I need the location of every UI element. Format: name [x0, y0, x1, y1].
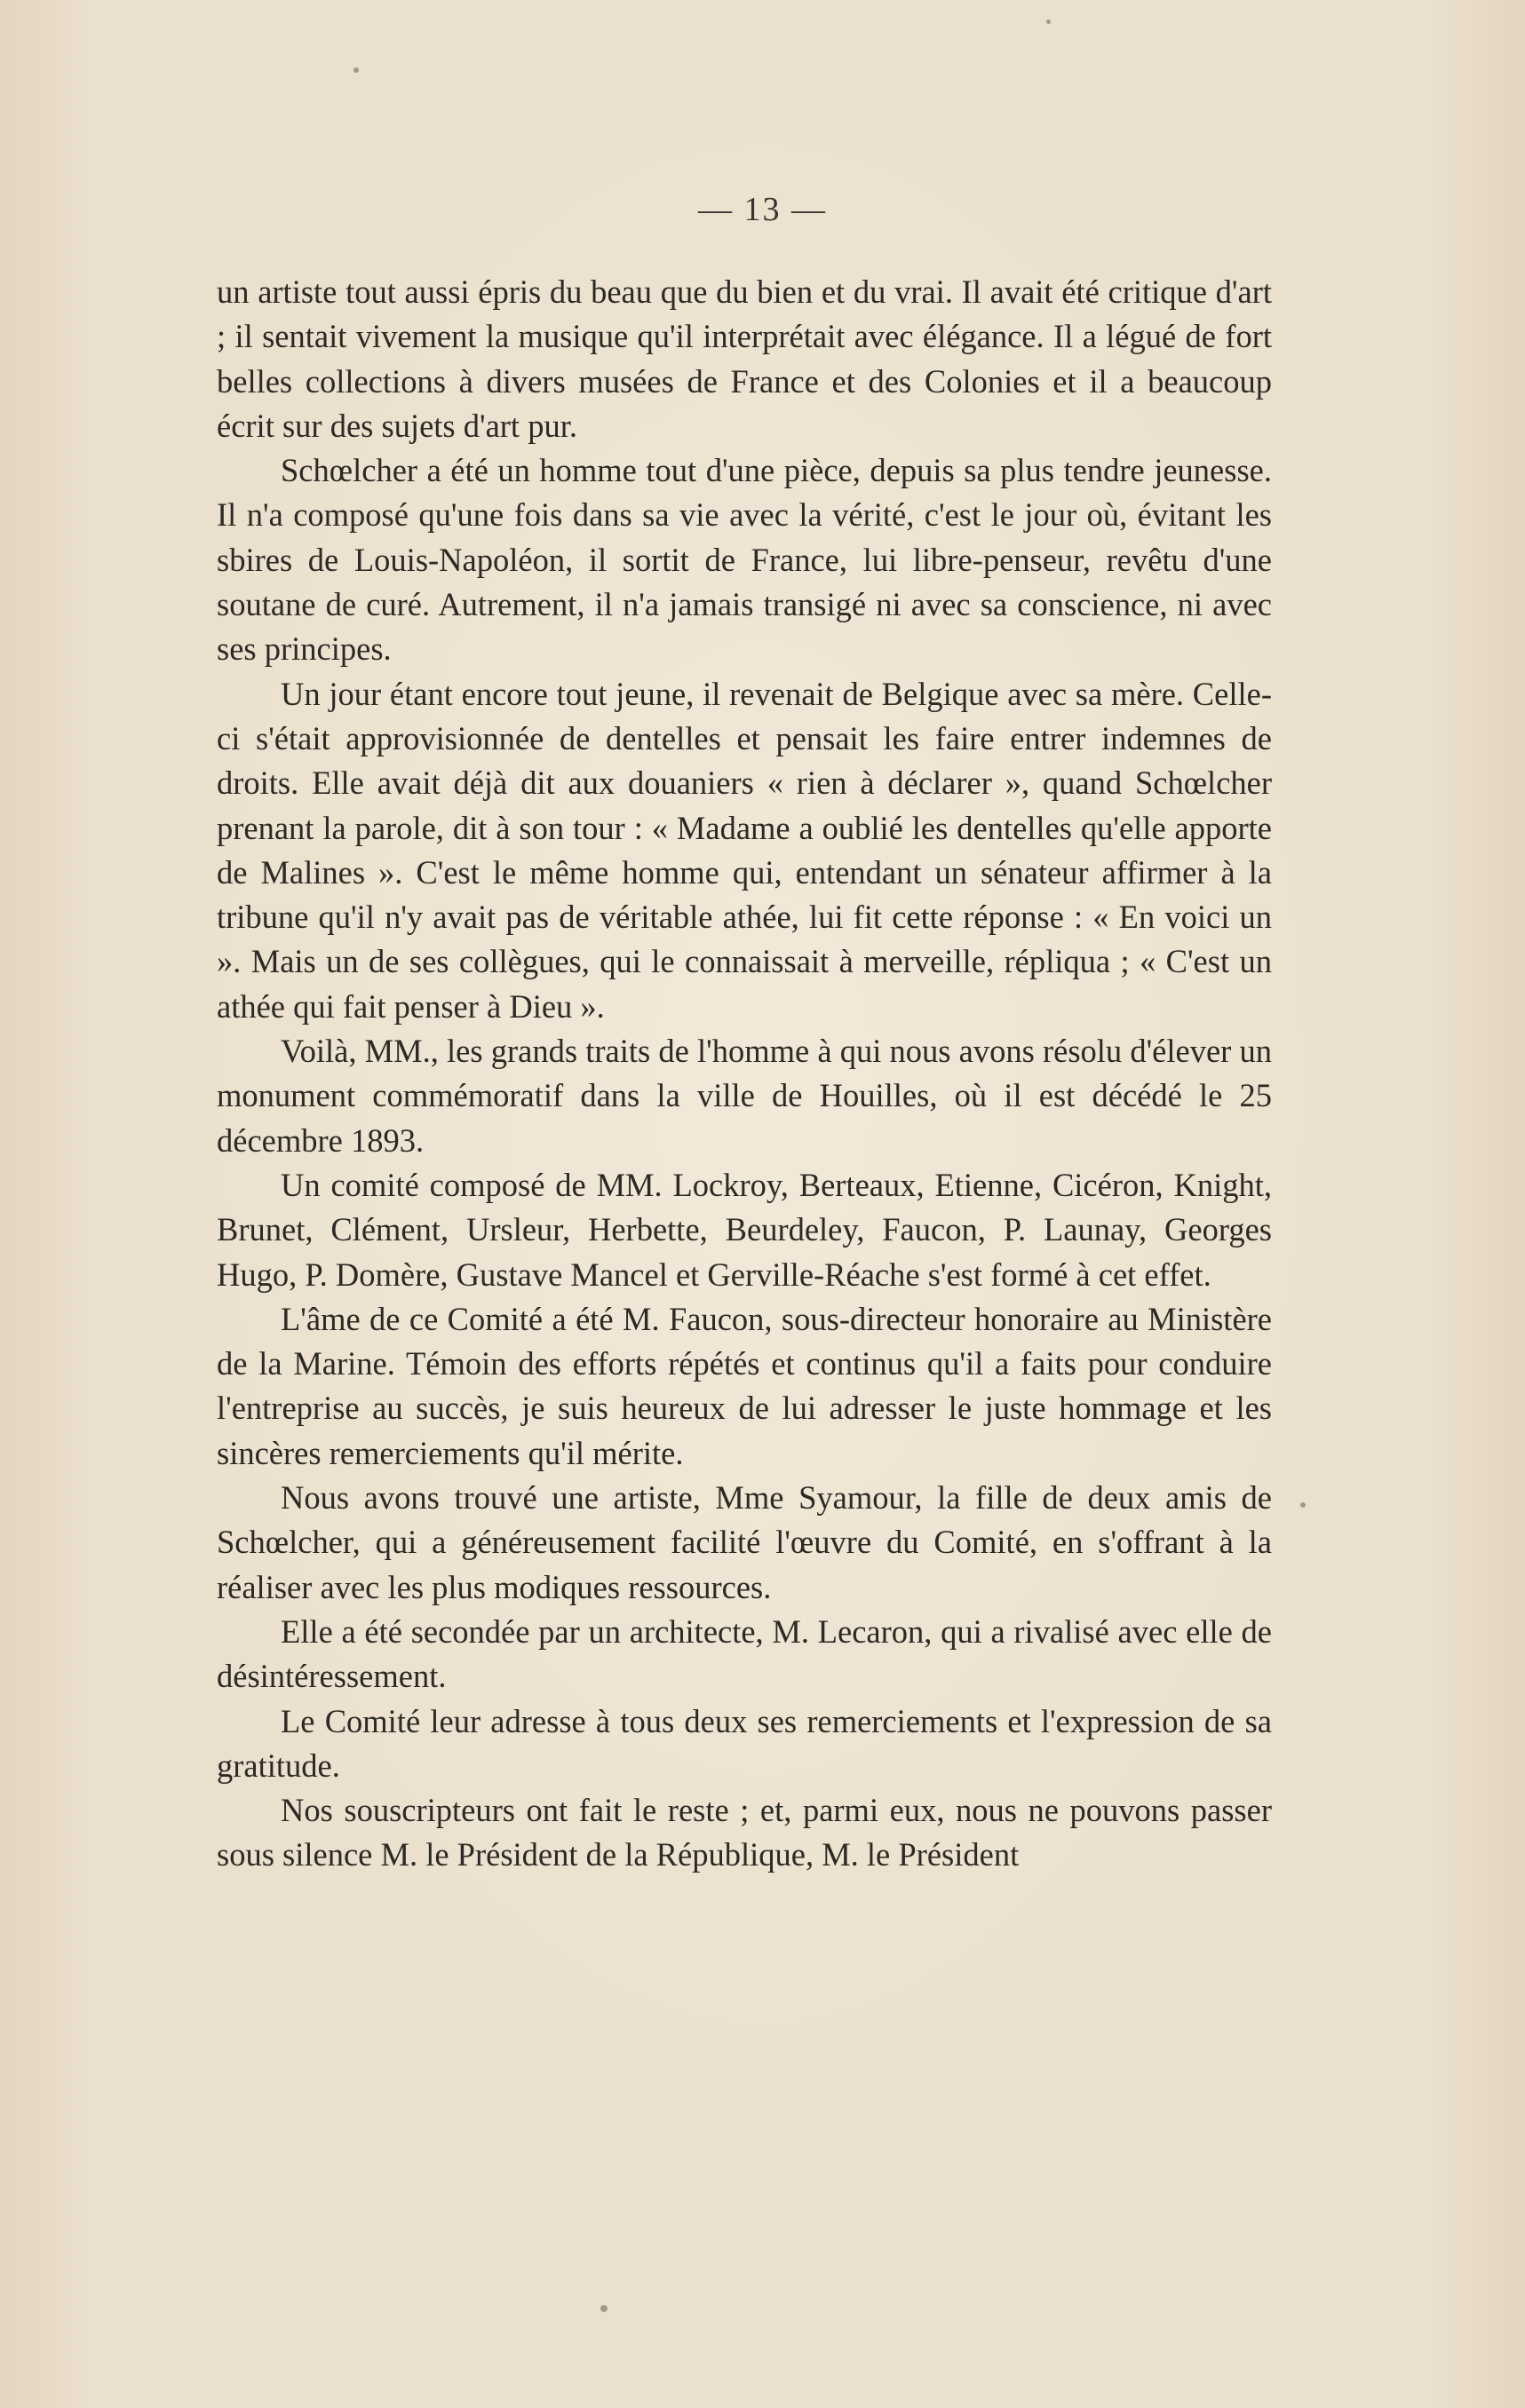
paragraph-2: Schœlcher a été un homme tout d'une pièce, depuis sa plus tendre jeunesse. Il n'a composé qu'une fois dans sa vie avec la vérité, c'est le jour où, évitant les sbires de Louis-Napoléon, il sortit de France, lui libre-penseur, revêtu d'une soutane de curé. Autrement, il n'a jamais transigé ni avec sa conscience, ni avec ses principes.	[217, 452, 1272, 668]
paper-speck	[1300, 1502, 1306, 1508]
paragraph-7: Nous avons trouvé une artiste, Mme Syamour, la fille de deux amis de Schœlcher, qui a généreusement facilité l'œuvre du Comité, en s'offrant à la réaliser avec les plus modiques ressources.	[217, 1479, 1272, 1605]
body-text	[217, 270, 1272, 1878]
paragraph-8: Elle a été secondée par un architecte, M. Lecaron, qui a rivalisé avec elle de désintéressement.	[217, 1612, 1272, 1695]
paragraph-5: Un comité composé de MM. Lockroy, Berteaux, Etienne, Cicéron, Knight, Brunet, Clément, Ursleur, Herbette, Beurdeley, Faucon, P. Launay, Georges Hugo, P. Domère, Gustave Mancel et Gerville-Réache s'est formé à cet effet.	[217, 1166, 1272, 1293]
paragraph-9: Le Comité leur adresse à tous deux ses remerciements et l'expression de sa gratitude.	[217, 1702, 1272, 1784]
paragraph-6: L'âme de ce Comité a été M. Faucon, sous-directeur honoraire au Ministère de la Marine. Témoin des efforts répétés et continus qu'il a faits pour conduire l'entreprise au succès, je suis heureux de lui adresser le juste hommage et les sincères remerciements qu'il mérite.	[217, 1300, 1272, 1471]
paragraph-3: Un jour étant encore tout jeune, il revenait de Belgique avec sa mère. Celle-ci s'était approvisionnée de dentelles et pensait les faire entrer indemnes de droits. Elle avait déjà dit aux douaniers « rien à déclarer », quand Schœlcher prenant la parole, dit à son tour : « Madame a oublié les dentelles qu'elle apporte de Malines ». C'est le même homme qui, entendant un sénateur affirmer à la tribune qu'il n'y avait pas de véritable athée, lui fit cette réponse : « En voici un ». Mais un de ses collègues, qui le connaissait à merveille, répliqua ; « C'est un athée qui fait penser à Dieu ».	[217, 675, 1272, 1025]
page-number: — 13 —	[698, 191, 827, 228]
paragraph-4: Voilà, MM., les grands traits de l'homme à qui nous avons résolu d'élever un monument commémoratif dans la ville de Houilles, où il est décédé le 25 décembre 1893.	[217, 1033, 1272, 1159]
paragraph-10: Nos souscripteurs ont fait le reste ; et, parmi eux, nous ne pouvons passer sous silence M. le Président de la République, M. le Président	[217, 1792, 1272, 1873]
paragraph-1: un artiste tout aussi épris du beau que du bien et du vrai. Il avait été critique d'art ; il sentait vivement la musique qu'il interprétait avec élégance. Il a légué de fort belles collections à divers musées de France et des Colonies et il a beaucoup écrit sur des sujets d'art pur.	[217, 273, 1272, 444]
paper-speck	[353, 67, 359, 73]
paper-speck	[1046, 20, 1051, 24]
paper-speck	[600, 2305, 608, 2312]
